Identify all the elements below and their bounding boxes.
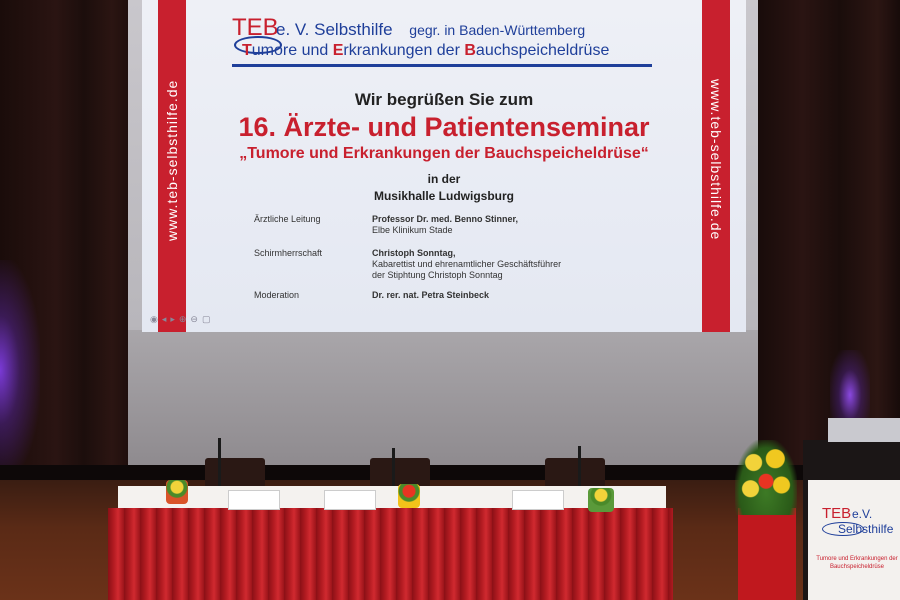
logo-ev: e. V. Selbsthilfe (276, 20, 393, 39)
chair (545, 458, 605, 488)
logo-line1 (276, 20, 585, 40)
slide-in-der: in der (427, 172, 461, 186)
lectern-logo-teb: TEB (822, 505, 852, 522)
slide-seminar-title: 16. Ärzte- und Patientenseminar (238, 112, 650, 142)
info-value: Dr. rer. nat. Petra Steinbeck (372, 290, 490, 300)
nameplate (228, 490, 280, 510)
logo-teb: TEB (232, 14, 279, 41)
purple-stage-light-left (0, 260, 40, 480)
red-vase (738, 508, 796, 600)
slide-welcome: Wir begrüßen Sie zum (354, 90, 534, 109)
red-tablecloth (108, 508, 673, 600)
chair (205, 458, 265, 488)
slide-navigation-icons: ◉◂▸⊕⊖▢ (150, 314, 215, 324)
slide-url-right: www.teb-selbsthilfe.de (708, 79, 724, 241)
lectern-logo-subtitle: Tumore und Erkrankungen der Bauchspeicheldrüse (816, 556, 898, 570)
info-label: Schirmherrschaft (254, 248, 323, 258)
slide-red-bar-right (702, 0, 730, 332)
nameplate (324, 490, 376, 510)
projected-slide (142, 0, 746, 332)
logo-underline (232, 64, 652, 67)
slide-red-bar-left (158, 0, 186, 332)
slide-url-left: www.teb-selbsthilfe.de (164, 79, 180, 241)
info-value: Professor Dr. med. Benno Stinner, Elbe Klinikum Stade (372, 214, 519, 235)
projection-screen-lower (128, 330, 758, 465)
logo-founded: gegr. in Baden-Württemberg (409, 22, 586, 38)
logo-line2: Tumore und Erkrankungen der Bauchspeicheldrüse (242, 42, 610, 59)
slide-venue: Musikhalle Ludwigsburg (373, 189, 514, 203)
info-label: Ärztliche Leitung (254, 214, 321, 224)
small-flower-pot (398, 484, 420, 508)
info-value: Christoph Sonntag, Kabarettist und ehrenamtlicher Geschäftsführer der Stiphtung Christoph Sonntag (372, 248, 562, 280)
lectern-logo-ev: e.V. (852, 507, 873, 521)
small-flower-pot (166, 480, 188, 504)
small-flower-pot (588, 488, 614, 512)
nameplate (512, 490, 564, 510)
lectern-sign (808, 480, 900, 600)
teb-logo (232, 14, 662, 72)
flower-arrangement (735, 440, 797, 515)
info-label: Moderation (254, 290, 300, 300)
slide-seminar-subtitle: „Tumore und Erkrankungen der Bauchspeicheldrüse“ (239, 145, 649, 162)
laptop (828, 418, 900, 442)
lectern-logo-selbsthilfe: Selbsthilfe (838, 522, 894, 536)
